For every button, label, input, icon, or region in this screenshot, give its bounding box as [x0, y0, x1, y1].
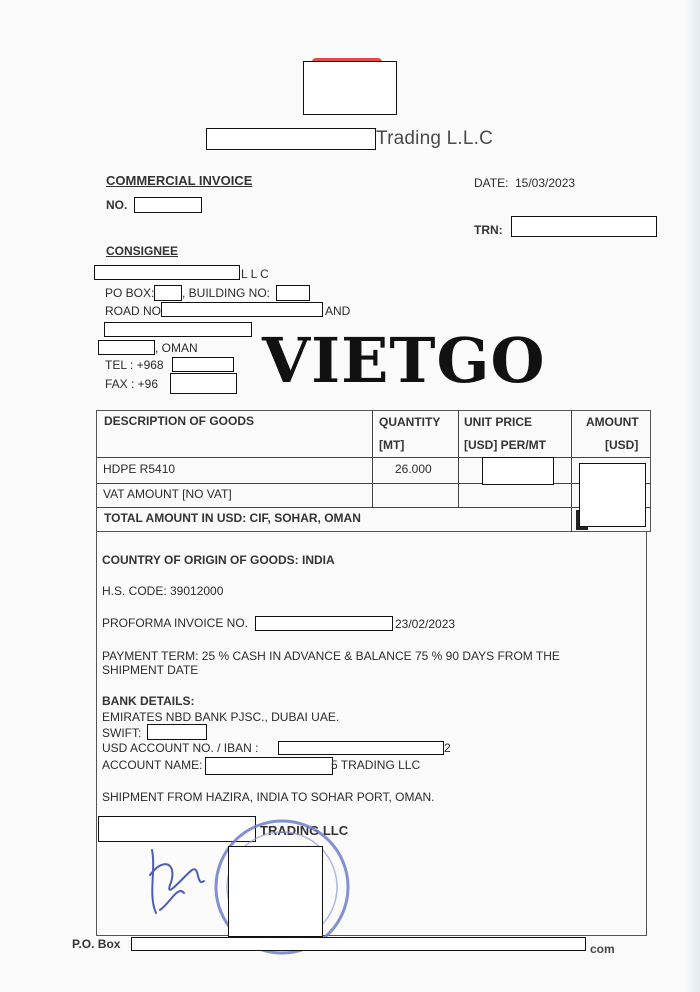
footer-domain-suffix: com	[590, 942, 615, 956]
consignee-title: CONSIGNEE	[106, 244, 179, 258]
table-divider	[96, 483, 651, 484]
country-of-origin: COUNTRY OF ORIGIN OF GOODS: INDIA	[102, 553, 335, 567]
payment-term-line1: PAYMENT TERM: 25 % CASH IN ADVANCE & BALANCE 75 % 90 DAYS FROM THE	[102, 649, 560, 663]
account-suffix: 2	[444, 741, 451, 755]
total-label: TOTAL AMOUNT IN USD: CIF, SOHAR, OMAN	[104, 511, 361, 525]
company-name-redaction	[206, 128, 376, 150]
proforma-date: 23/02/2023	[395, 617, 456, 631]
col-unit-price-header: UNIT PRICE	[464, 415, 533, 429]
account-name-redaction	[205, 757, 333, 775]
po-box-label: PO BOX:	[105, 286, 155, 300]
account-label: USD ACCOUNT NO. / IBAN :	[102, 741, 259, 755]
table-divider	[372, 410, 373, 507]
row-quantity: 26.000	[395, 462, 432, 476]
table-divider	[96, 457, 651, 458]
invoice-title: COMMERCIAL INVOICE	[106, 173, 253, 188]
unit-price-redaction	[482, 457, 554, 485]
road-redaction	[161, 302, 323, 317]
signatory-company: TRADING LLC	[260, 823, 349, 838]
date-label: DATE:	[474, 176, 509, 190]
swift-redaction	[147, 724, 207, 740]
bank-details-title: BANK DETAILS:	[102, 694, 195, 708]
bank-name: EMIRATES NBD BANK PJSC., DUBAI UAE.	[102, 710, 340, 724]
tel-redaction	[172, 357, 234, 372]
building-redaction	[276, 285, 310, 301]
building-label: , BUILDING NO:	[182, 286, 271, 300]
consignee-country: , OMAN	[155, 341, 198, 355]
stamp-redaction	[228, 846, 323, 937]
po-box-redaction	[154, 285, 182, 301]
page-edge	[684, 0, 700, 992]
swift-label: SWIFT:	[102, 726, 142, 740]
invoice-no-label: NO.	[106, 198, 128, 212]
table-divider	[571, 410, 572, 532]
road-suffix: AND	[325, 304, 351, 318]
address-line-redaction	[104, 322, 252, 337]
hs-code: H.S. CODE: 39012000	[102, 584, 224, 598]
date-value: 15/03/2023	[515, 176, 576, 190]
city-redaction	[98, 340, 155, 355]
payment-term-line2: SHIPMENT DATE	[102, 663, 199, 677]
col-unit-price-unit: [USD] PER/MT	[464, 438, 546, 452]
company-name: Trading L.L.C	[376, 128, 494, 149]
fax-label: FAX : +96	[105, 377, 159, 391]
consignee-name-suffix: L L C	[241, 267, 269, 281]
logo-redaction	[303, 61, 397, 115]
account-name-label: ACCOUNT NAME:	[102, 758, 203, 772]
road-label: ROAD NO	[105, 304, 162, 318]
consignee-name-redaction	[94, 265, 240, 280]
vietgo-watermark: VIETGO	[262, 324, 546, 397]
col-amount-unit: [USD]	[605, 438, 639, 452]
amount-redaction	[579, 463, 646, 527]
proforma-label: PROFORMA INVOICE NO.	[102, 616, 249, 630]
col-description-header: DESCRIPTION OF GOODS	[104, 414, 255, 428]
footer-po-box-label: P.O. Box	[72, 937, 121, 951]
tel-label: TEL : +968	[105, 358, 164, 372]
proforma-redaction	[255, 616, 393, 631]
fax-redaction	[170, 373, 237, 394]
trn-redaction	[511, 216, 657, 237]
trn-label: TRN:	[474, 223, 503, 237]
col-quantity-unit: [MT]	[379, 438, 405, 452]
footer-address-redaction	[131, 937, 586, 951]
col-quantity-header: QUANTITY	[379, 415, 441, 429]
row-description: VAT AMOUNT [NO VAT]	[103, 487, 232, 501]
account-redaction	[278, 741, 444, 755]
row-description: HDPE R5410	[103, 462, 176, 476]
col-amount-header: AMOUNT	[586, 415, 639, 429]
table-divider	[458, 410, 459, 507]
table-divider	[96, 507, 651, 508]
account-name-suffix: 5 TRADING LLC	[331, 758, 421, 772]
shipment-route: SHIPMENT FROM HAZIRA, INDIA TO SOHAR PORT, OMAN.	[102, 790, 435, 804]
invoice-no-redaction	[134, 197, 202, 213]
